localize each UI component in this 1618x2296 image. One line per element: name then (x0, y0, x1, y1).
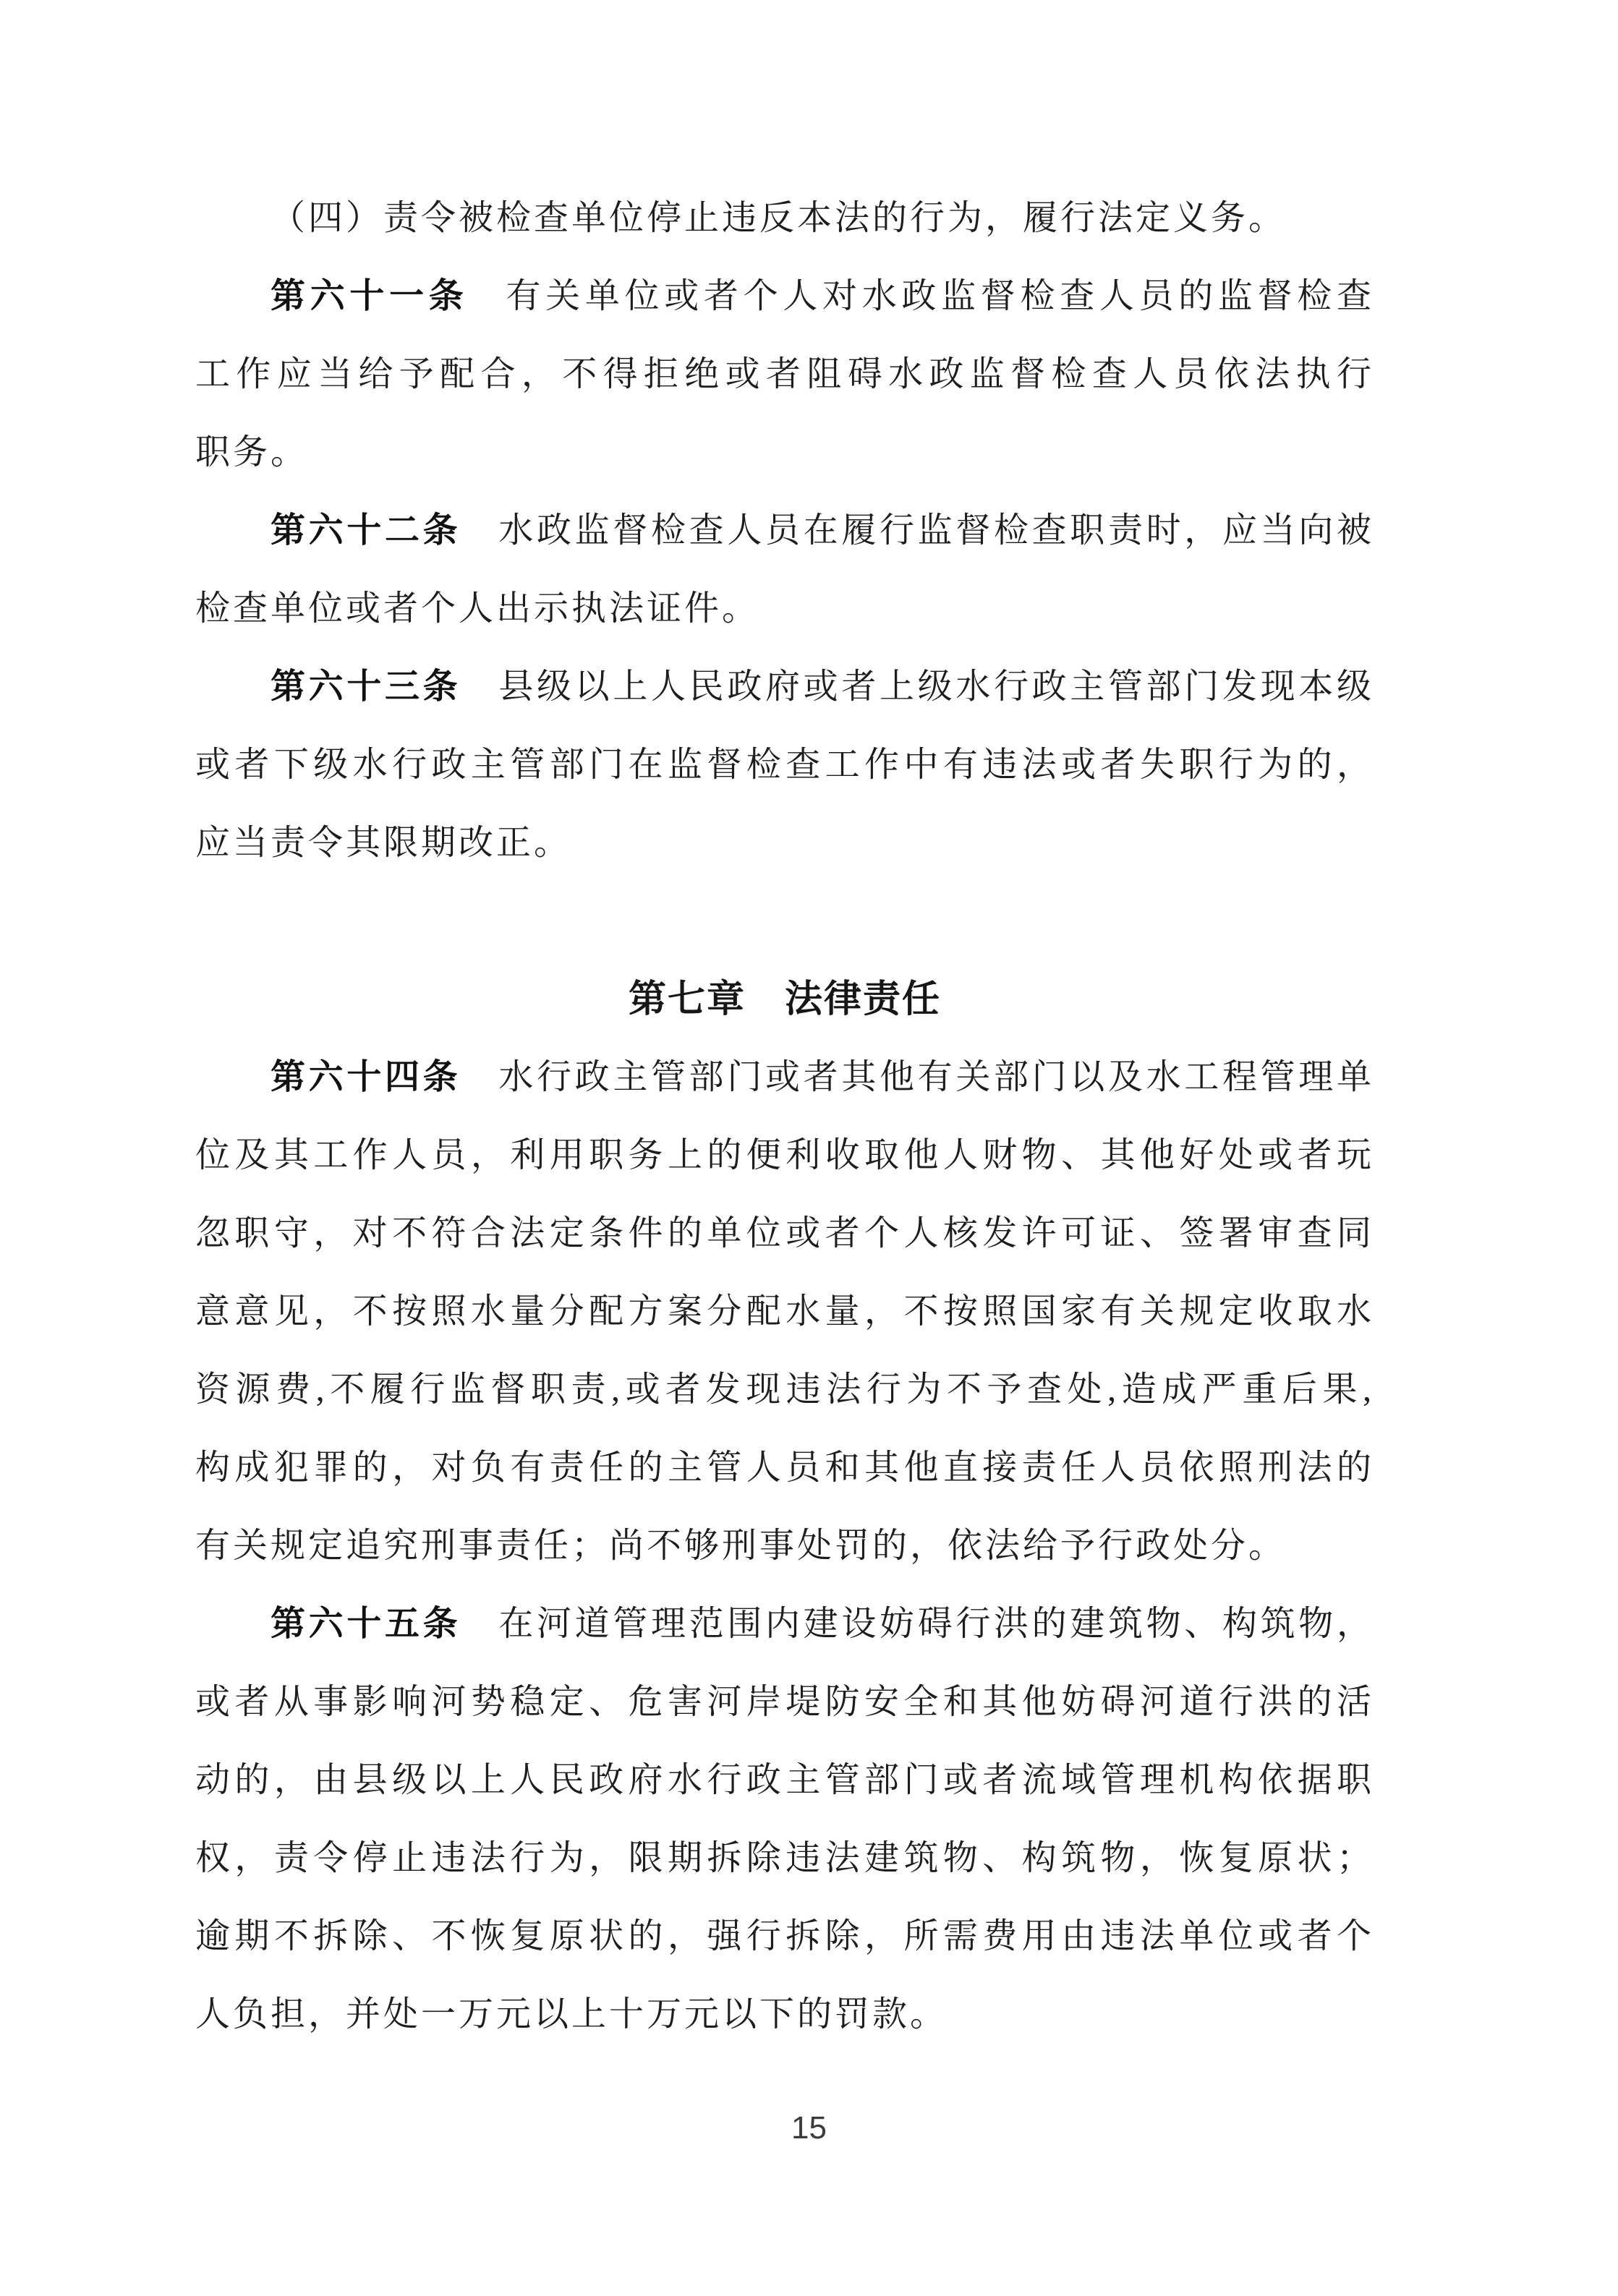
text-line (195, 570, 1374, 648)
line-text: 工作应当给予配合，不得拒绝或者阻碍水政监督检查人员依法执行 (195, 355, 1374, 393)
text-line (195, 1195, 1374, 1273)
line-text: （四）责令被检查单位停止违反本法的行为，履行法定义务。 (271, 199, 1287, 237)
text-line (195, 414, 1374, 492)
text-line (195, 179, 1374, 257)
article-number: 第六十五条 (271, 1605, 461, 1643)
line-text: 职务。 (195, 433, 309, 471)
line-text: 构成犯罪的，对负有责任的主管人员和其他直接责任人员依照刑法的 (195, 1448, 1374, 1487)
line-text: 有关规定追究刑事责任；尚不够刑事处罚的，依法给予行政处分。 (195, 1527, 1287, 1565)
text-line (195, 1819, 1374, 1898)
line-text: 在河道管理范围内建设妨碍行洪的建筑物、构筑物， (498, 1605, 1374, 1643)
line-text: 或者下级水行政主管部门在监督检查工作中有违法或者失职行为的， (195, 746, 1374, 784)
blank-line (195, 882, 1374, 960)
line-text: 水行政主管部门或者其他有关部门以及水工程管理单 (498, 1058, 1374, 1096)
line-text: 忽职守，对不符合法定条件的单位或者个人核发许可证、签署审查同 (195, 1214, 1374, 1252)
chapter-heading-text: 第七章 法律责任 (628, 978, 941, 1020)
text-line (195, 1741, 1374, 1819)
chapter-heading (195, 960, 1374, 1038)
text-line (195, 257, 1374, 336)
article-number: 第六十三条 (271, 667, 461, 706)
text-line (195, 336, 1374, 414)
line-text: 或者从事影响河势稳定、危害河岸堤防安全和其他妨碍河道行洪的活 (195, 1683, 1374, 1721)
text-line (195, 1351, 1374, 1429)
line-text: 意意见，不按照水量分配方案分配水量，不按照国家有关规定收取水 (195, 1292, 1374, 1331)
line-text: 动的，由县级以上人民政府水行政主管部门或者流域管理机构依据职 (195, 1761, 1374, 1799)
line-text: 检查单位或者个人出示执法证件。 (195, 589, 760, 628)
line-text: 权，责令停止违法行为，限期拆除违法建筑物、构筑物，恢复原状； (195, 1839, 1374, 1877)
text-line (195, 1898, 1374, 1976)
text-line (195, 1976, 1374, 2054)
article-number: 第六十二条 (271, 511, 461, 550)
text-body (195, 179, 1374, 2054)
line-text: 人负担，并处一万元以上十万元以下的罚款。 (195, 1995, 948, 2033)
text-line (195, 804, 1374, 882)
text-line (195, 1273, 1374, 1351)
line-text: 应当责令其限期改正。 (195, 824, 572, 862)
text-line (195, 726, 1374, 804)
text-line (195, 1663, 1374, 1741)
line-text: 逾期不拆除、不恢复原状的，强行拆除，所需费用由违法单位或者个 (195, 1917, 1374, 1955)
line-text: 县级以上人民政府或者上级水行政主管部门发现本级 (498, 667, 1374, 706)
text-line (195, 1117, 1374, 1195)
text-line (195, 492, 1374, 570)
text-line (195, 648, 1374, 726)
line-text: 水政监督检查人员在履行监督检查职责时，应当向被 (498, 511, 1374, 550)
line-text: 有关单位或者个人对水政监督检查人员的监督检查 (506, 277, 1374, 315)
line-text: 资源费,不履行监督职责,或者发现违法行为不予查处,造成严重后果, (195, 1370, 1374, 1409)
line-text: 位及其工作人员，利用职务上的便利收取他人财物、其他好处或者玩 (195, 1136, 1374, 1174)
article-number: 第六十一条 (271, 277, 469, 315)
article-number: 第六十四条 (271, 1058, 461, 1096)
page-number: 15 (791, 2110, 827, 2146)
text-line (195, 1429, 1374, 1507)
text-line (195, 1507, 1374, 1585)
text-line (195, 1038, 1374, 1117)
text-line (195, 1585, 1374, 1663)
